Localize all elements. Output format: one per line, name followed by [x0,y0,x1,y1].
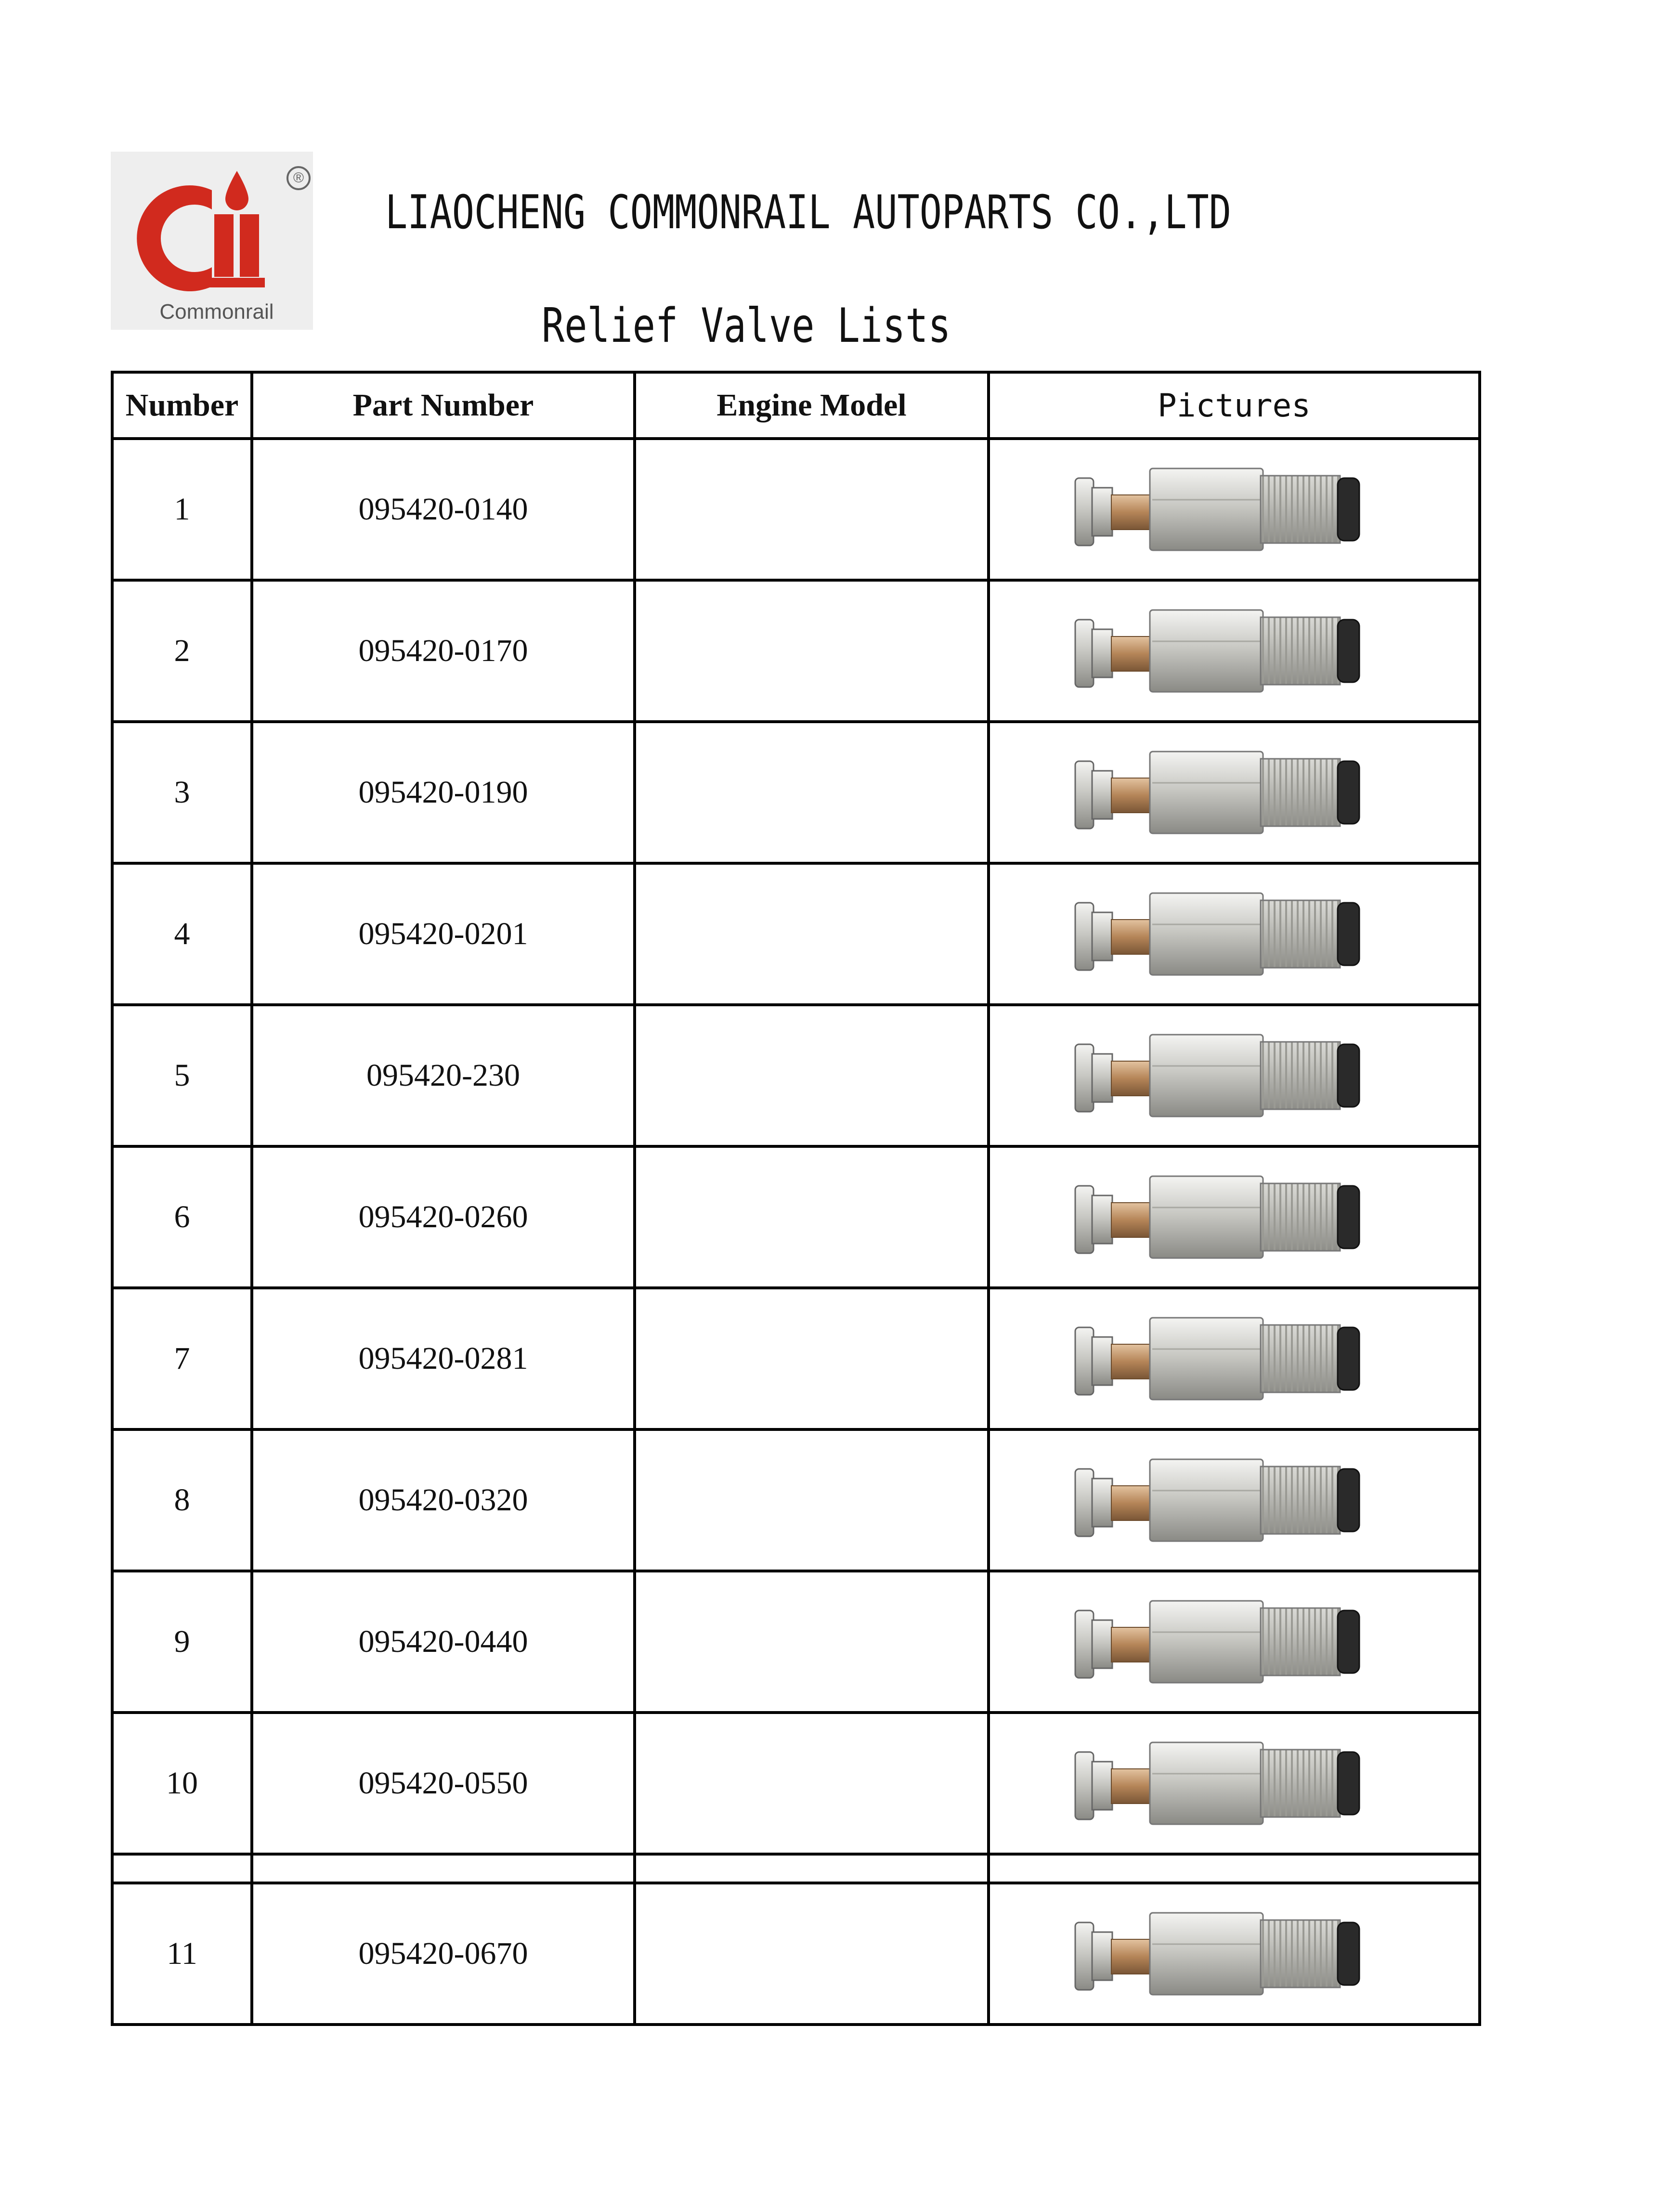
relief-valve-icon [1066,591,1403,711]
empty-cell [252,1854,635,1883]
engine-model [635,1005,989,1146]
engine-model [635,722,989,863]
relief-valve-icon [1066,1723,1403,1843]
relief-valve-icon [1066,1894,1403,2014]
relief-valve-icon [1066,1298,1403,1419]
part-number: 095420-0320 [252,1429,635,1571]
table-row [112,722,1480,863]
table-row [112,1713,1480,1854]
row-number: 5 [112,1005,252,1146]
part-number: 095420-0190 [252,722,635,863]
row-number: 4 [112,863,252,1005]
table-header-row [112,372,1480,439]
engine-model [635,1146,989,1288]
engine-model [635,1883,989,2025]
table-row [112,580,1480,722]
engine-model [635,1713,989,1854]
picture-cell [989,722,1480,863]
engine-model [635,439,989,580]
table-row [112,1146,1480,1288]
engine-model [635,1429,989,1571]
table-row [112,1005,1480,1146]
part-number: 095420-0170 [252,580,635,722]
relief-valve-icon [1066,449,1403,570]
column-header-number: Number [112,372,252,439]
table-row [112,1571,1480,1713]
table-row [112,1883,1480,2025]
relief-valve-icon [1066,874,1403,994]
relief-valve-icon [1066,1582,1403,1702]
row-number: 8 [112,1429,252,1571]
empty-cell [112,1854,252,1883]
row-number: 10 [112,1713,252,1854]
table-row [112,1429,1480,1571]
engine-model [635,863,989,1005]
picture-cell [989,1429,1480,1571]
picture-cell [989,863,1480,1005]
engine-model [635,1571,989,1713]
relief-valve-icon [1066,1157,1403,1277]
part-number: 095420-0260 [252,1146,635,1288]
picture-cell [989,580,1480,722]
relief-valve-icon [1066,732,1403,853]
table-row [112,863,1480,1005]
column-header-pictures: Pictures [989,372,1480,439]
row-number: 3 [112,722,252,863]
empty-cell [635,1854,989,1883]
row-number: 2 [112,580,252,722]
picture-cell [989,1571,1480,1713]
engine-model [635,580,989,722]
part-number: 095420-0670 [252,1883,635,2025]
picture-cell [989,1146,1480,1288]
engine-model [635,1288,989,1429]
row-number: 7 [112,1288,252,1429]
table-row [112,439,1480,580]
part-number: 095420-0281 [252,1288,635,1429]
table-row [112,1288,1480,1429]
row-number: 9 [112,1571,252,1713]
picture-cell [989,439,1480,580]
row-number: 11 [112,1883,252,2025]
column-header-engine-model: Engine Model [635,372,989,439]
row-number: 6 [112,1146,252,1288]
logo-caption: Commonrail [159,300,274,324]
picture-cell [989,1288,1480,1429]
relief-valve-table [111,371,1481,2026]
part-number: 095420-230 [252,1005,635,1146]
part-number: 095420-0550 [252,1713,635,1854]
relief-valve-icon [1066,1440,1403,1560]
picture-cell [989,1883,1480,2025]
table-spacer-row [112,1854,1480,1883]
picture-cell [989,1713,1480,1854]
part-number: 095420-0201 [252,863,635,1005]
row-number: 1 [112,439,252,580]
document-title: Relief Valve Lists [542,299,951,353]
company-name: LIAOCHENG COMMONRAIL AUTOPARTS CO.,LTD [385,185,1232,239]
company-logo [111,152,313,330]
part-number: 095420-0140 [252,439,635,580]
picture-cell [989,1005,1480,1146]
relief-valve-icon [1066,1015,1403,1136]
registered-mark: ® [287,166,311,190]
column-header-part-number: Part Number [252,372,635,439]
empty-cell [989,1854,1480,1883]
part-number: 095420-0440 [252,1571,635,1713]
